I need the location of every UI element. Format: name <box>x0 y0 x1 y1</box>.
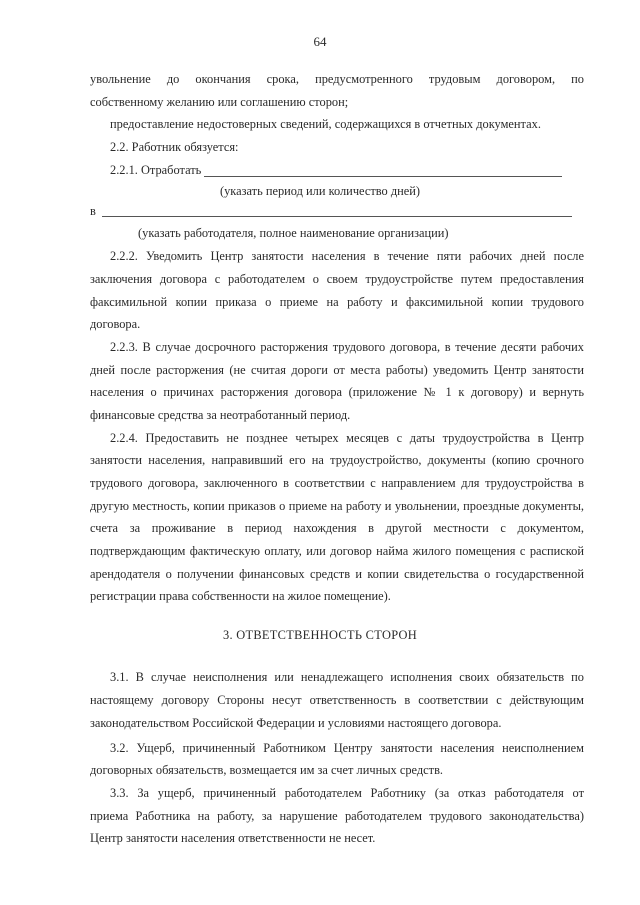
paragraph-line: Центр занятости населения ответственности не несет. <box>90 831 376 845</box>
paragraph-line: 2.2.4. Предоставить не позднее четырех месяцев с даты трудоустройства в Центр <box>110 431 584 445</box>
paragraph-line: трудового договора, заключенного в соответствии с направлением для трудоустройства в <box>90 476 584 490</box>
paragraph-line: договора. <box>90 317 141 331</box>
paragraph-line: счета за проживание в период нахождения в другой местности с документом, <box>90 521 584 535</box>
paragraph-line: 2.2.3. В случае досрочного расторжения трудового договора, в течение десяти рабочих <box>110 340 584 354</box>
blank-line-employer <box>102 216 572 217</box>
paragraph-line: приема Работника на работу, за нарушение работодателем трудового законодательства) <box>90 809 584 823</box>
paragraph-line: заключения договора с работодателем о своем трудоустройстве путем предоставления <box>90 272 584 286</box>
field-hint: (указать период или количество дней) <box>219 184 421 198</box>
text-line: увольнение до окончания срока, предусмотренного трудовым договором, по <box>90 72 584 86</box>
paragraph-line: населения о причинах расторжения договора (приложение № 1 к договору) и вернуть <box>90 385 584 399</box>
paragraph-line: дней после расторжения (не считая дороги от места работы) уведомить Центр занятости <box>90 363 584 377</box>
paragraph-line: факсимильной копии приказа о приеме на работу и факсимильной копии трудового <box>90 295 584 309</box>
paragraph-line: 3.3. За ущерб, причиненный работодателем Работнику (за отказ работодателя от <box>110 786 584 800</box>
field-label-employer: в <box>90 204 96 218</box>
paragraph-line: настоящему договору Стороны несут ответственность в соответствии с действующим <box>90 693 584 707</box>
paragraph-line: законодательством Российской Федерации и условиями настоящего договора. <box>90 716 502 730</box>
paragraph-line: финансовые средства за неотработанный период. <box>90 408 351 422</box>
paragraph-line: 3.2. Ущерб, причиненный Работником Центру занятости населения неисполнением <box>110 741 584 755</box>
paragraph-line: арендодателя о получении финансовых средств и копии свидетельства о государственной <box>90 567 584 581</box>
page-number: 64 <box>313 34 327 49</box>
paragraph-line: подтверждающим фактическую оплату, или договор найма жилого помещения с распиской <box>90 544 584 558</box>
blank-line-work-period <box>204 176 562 177</box>
text-line: собственному желанию или соглашению сторон; <box>90 95 349 109</box>
paragraph-line: договорных обязательств, возмещается им за счет личных средств. <box>90 763 444 777</box>
text-line: предоставление недостоверных сведений, содержащихся в отчетных документах. <box>110 117 541 131</box>
paragraph-line: регистрации права собственности на жилое помещение). <box>90 589 391 603</box>
paragraph-line: другую местность, копии приказов о приеме на работу и увольнении, проездные документы, <box>90 499 584 513</box>
paragraph-line: занятости населения, направивший его на трудоустройство, документы (копию срочного <box>90 453 584 467</box>
field-label-work-period: 2.2.1. Отработать <box>110 163 202 177</box>
text-line: 2.2. Работник обязуется: <box>110 140 239 154</box>
paragraph-line: 2.2.2. Уведомить Центр занятости населения в течение пяти рабочих дней после <box>110 249 584 263</box>
paragraph-line: 3.1. В случае неисполнения или ненадлежащего исполнения своих обязательств по <box>110 670 584 684</box>
field-hint: (указать работодателя, полное наименование организации) <box>138 226 449 240</box>
section-heading: 3. ОТВЕТСТВЕННОСТЬ СТОРОН <box>222 628 418 642</box>
